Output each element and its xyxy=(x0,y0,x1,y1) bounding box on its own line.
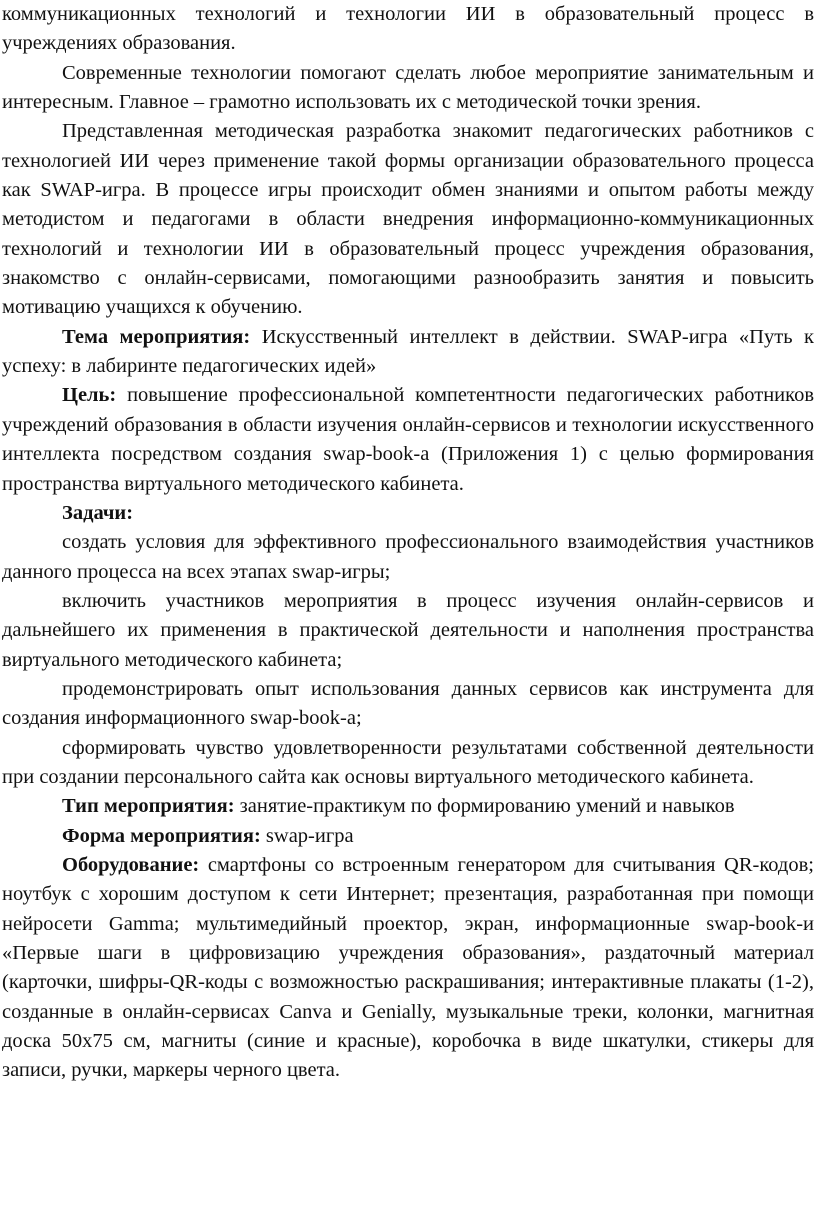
event-type-value: занятие-практикум по формированию умений и навыков xyxy=(234,795,735,818)
paragraph-modern-technologies xyxy=(2,59,814,118)
paragraph-event-topic xyxy=(2,323,814,382)
task-text: сформировать чувство удовлетворенности результатами собственной деятельности при создании персонального сайта как основы виртуального методического кабинета. xyxy=(2,736,814,788)
task-item xyxy=(2,734,814,793)
task-text: продемонстрировать опыт использования данных сервисов как инструмента для создания информационного swap-book-а; xyxy=(2,677,814,730)
paragraph-equipment xyxy=(2,851,814,1086)
task-item xyxy=(2,587,814,675)
task-text: создать условия для эффективного профессионального взаимодействия участников данного процесса на всех этапах swap-игры; xyxy=(2,531,814,583)
paragraph-event-form xyxy=(2,822,814,851)
event-form-label: Форма мероприятия: xyxy=(62,824,261,847)
equipment-label: Оборудование: xyxy=(62,853,200,876)
event-topic-label: Тема мероприятия: xyxy=(62,325,251,348)
paragraph-text: коммуникационных технологий и технологии ИИ в образовательный процесс в учреждениях образования. xyxy=(2,3,814,55)
event-topic-value: Искусственный интеллект в действии. SWAP-игра «Путь к успеху: в лабиринте педагогических идей» xyxy=(2,325,814,378)
task-text: включить участников мероприятия в процесс изучения онлайн-сервисов и дальнейшего их применения в практической деятельности и наполнения пространства виртуального методического кабинета; xyxy=(2,589,814,671)
task-item xyxy=(2,675,814,734)
task-item xyxy=(2,528,814,587)
tasks-label: Задачи: xyxy=(62,501,134,524)
event-type-label: Тип мероприятия: xyxy=(62,795,235,818)
paragraph-goal xyxy=(2,381,814,498)
goal-label: Цель: xyxy=(62,384,117,407)
goal-value: повышение профессиональной компетентности педагогических работников учреждений образования в области изучения онлайн-сервисов и технологии искусственного интеллекта посредством создания swap-book-а (Приложения 1) с целью формирования пространства виртуального методического кабинета. xyxy=(2,384,814,495)
paragraph-tasks-heading xyxy=(2,499,814,528)
paragraph-event-type xyxy=(2,792,814,821)
document-page xyxy=(2,0,814,1086)
paragraph-methodical-development xyxy=(2,117,814,322)
paragraph-intro-continuation xyxy=(2,0,814,59)
event-form-value: swap-игра xyxy=(260,824,354,847)
paragraph-text: Современные технологии помогают сделать любое мероприятие занимательным и интересным. Главное – грамотно использовать их с методической точки зрения. xyxy=(2,61,814,114)
equipment-value: смартфоны со встроенным генератором для считывания QR-кодов; ноутбук с хорошим доступом к сети Интернет; презентация, разработанная при помощи нейросети Gamma; мультимедийный проектор, экран, информационные swap-book-и «Первые шаги в цифровизацию учреждения образования», раздаточный материал (карточки, шифры-QR-коды с возможностью раскрашивания; интерактивные плакаты (1-2), созданные в онлайн-сервисах Canva и Genially, музыкальные треки, колонки, магнитная доска 50х75 см, магниты (синие и красные), коробочка в виде шкатулки, стикеры для записи, ручки, маркеры черного цвета. xyxy=(2,853,814,1082)
paragraph-text: Представленная методическая разработка знакомит педагогических работников с технологией ИИ через применение такой формы организации образовательного процесса как SWAP-игра. В процессе игры происходит обмен знаниями и опытом работы между методистом и педагогами в области внедрения информационно-коммуникационных технологий и технологии ИИ в образовательный процесс учреждения образования, знакомство с онлайн-сервисами, помогающими разнообразить занятия и повысить мотивацию учащихся к обучению. xyxy=(2,120,814,319)
